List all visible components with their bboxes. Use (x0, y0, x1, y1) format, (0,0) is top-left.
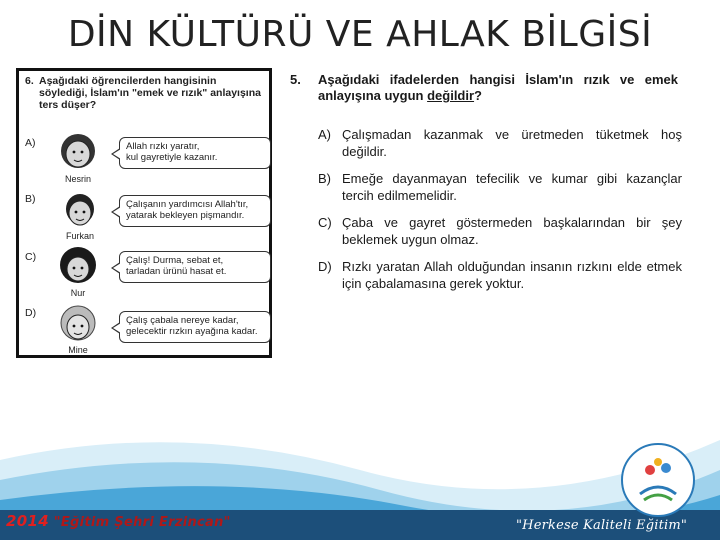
option-text: Rızkı yaratan Allah olduğundan insanın rızkını elde etmek için çabalamasına gerek yoktur. (342, 259, 682, 291)
footer-slogan-text: "Eğitim Şehri Erzincan" (53, 515, 231, 530)
footer-motto: "Herkese Kaliteli Eğitim" (516, 518, 688, 533)
question-stem (318, 72, 678, 104)
question-stem: Aşağıdaki öğrencilerden hangisinin söylediği, İslam'ın "emek ve rızık" anlayışına ters düşer? (39, 75, 261, 111)
speech-bubble (119, 311, 271, 343)
directorate-logo-icon (618, 440, 698, 520)
question-6-box (16, 68, 272, 358)
option-letter: C) (25, 251, 37, 263)
bubble-line: gelecektir rızkın ayağına kadar. (126, 326, 258, 337)
bubble-line: tarladan ürünü hasat et. (126, 266, 227, 277)
question-number: 6. (25, 75, 34, 87)
girl-face-icon (55, 245, 101, 289)
speech-bubble (119, 137, 271, 169)
bubble-line: Çalış çabala nereye kadar, (126, 315, 239, 326)
option-text: Çalışmadan kazanmak ve üretmeden tüketmek hoş değildir. (342, 127, 682, 159)
boy-face-icon (59, 189, 101, 231)
bubble-line: Çalışanın yardımcısı Allah'tır, (126, 199, 249, 210)
student-name: Nur (70, 288, 86, 298)
footer-slogan (6, 512, 231, 530)
option-letter: C) (318, 215, 332, 230)
slide-title: DİN KÜLTÜRÜ VE AHLAK BİLGİSİ (67, 14, 653, 55)
option-letter: D) (25, 307, 37, 319)
option-letter: B) (318, 171, 331, 186)
bubble-line: kul gayretiyle kazanır. (126, 152, 218, 163)
option-text: Emeğe dayanmayan tefecilik ve kumar gibi kazançlar tercih edilmemelidir. (342, 171, 682, 203)
question-number: 5. (290, 72, 301, 87)
option-letter: A) (25, 137, 36, 149)
stem-emphasis: değildir (427, 88, 475, 103)
stem-text: Aşağıdaki ifadelerden hangisi İslam'ın rızık ve emek anlayışına uygun (318, 72, 678, 103)
girl-face-icon (55, 131, 101, 175)
footer-year: 2014 (6, 512, 49, 530)
speech-bubble (119, 251, 271, 283)
student-name: Furkan (65, 231, 94, 241)
option-letter: A) (318, 127, 331, 142)
option-letter: D) (318, 259, 332, 274)
student-name: Nesrin (64, 174, 91, 184)
bubble-line: Çalış! Durma, sebat et, (126, 255, 224, 266)
student-name: Mine (68, 345, 88, 355)
option-text: Çaba ve gayret göstermeden başkalarından bir şey beklemek uygun olmaz. (342, 215, 682, 247)
girl-face-icon (55, 303, 101, 347)
speech-bubble (119, 195, 271, 227)
option-letter: B) (25, 193, 36, 205)
stem-text: ? (474, 88, 482, 103)
bubble-line: yatarak bekleyen pişmandır. (126, 210, 245, 221)
bubble-line: Allah rızkı yaratır, (126, 141, 200, 152)
